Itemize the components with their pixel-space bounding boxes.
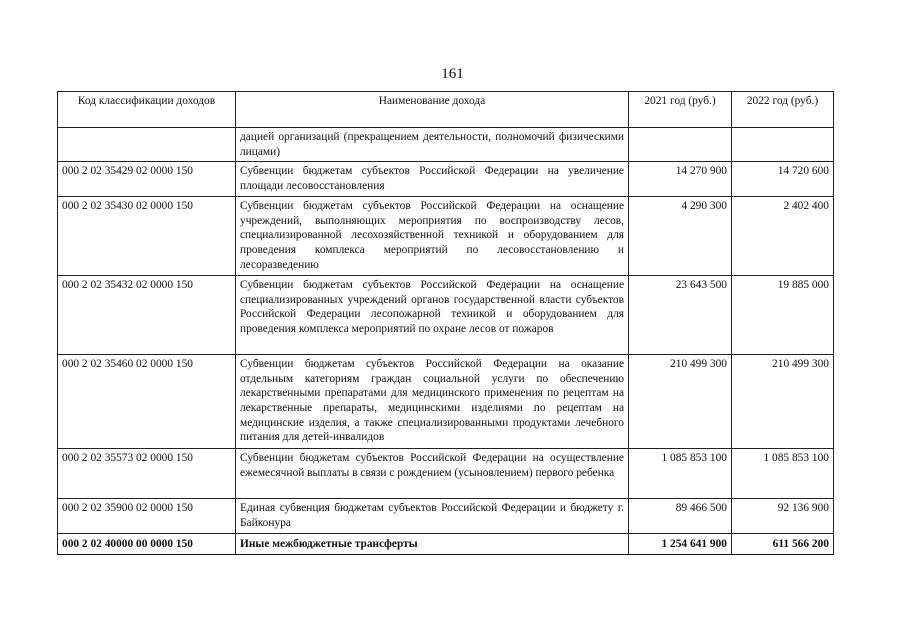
- table-row: [58, 197, 834, 276]
- row-code: 000 2 02 35460 02 0000 150: [58, 355, 236, 449]
- row-name: Субвенции бюджетам субъектов Российской Федерации на оснащение учреждений, выполняющих мероприятия по воспроизводству лесов, специализированной лесохозяйственной техникой и оборудованием для проведения комплекса мероприятий по лесовосстановлению и лесоразведению: [236, 197, 629, 276]
- total-code: 000 2 02 40000 00 0000 150: [58, 534, 236, 555]
- header-name: Наименование дохода: [236, 92, 629, 128]
- row-year-2021: [629, 128, 732, 162]
- row-code: 000 2 02 35429 02 0000 150: [58, 162, 236, 197]
- row-year-2022: 210 499 300: [732, 355, 834, 449]
- table-row: [58, 499, 834, 534]
- total-year-2021: 1 254 641 900: [629, 534, 732, 555]
- row-year-2021: 1 085 853 100: [629, 449, 732, 499]
- row-year-2021: 14 270 900: [629, 162, 732, 197]
- row-year-2022: 2 402 400: [732, 197, 834, 276]
- income-table: [57, 91, 834, 555]
- table-row: [58, 355, 834, 449]
- row-year-2021: 4 290 300: [629, 197, 732, 276]
- header-year-2021: 2021 год (руб.): [629, 92, 732, 128]
- row-name: Субвенции бюджетам субъектов Российской Федерации на осуществление ежемесячной выплаты в связи с рождением (усыновлением) первого ребенка: [236, 449, 629, 499]
- row-name: Субвенции бюджетам субъектов Российской Федерации на увеличение площади лесовосстановления: [236, 162, 629, 197]
- row-year-2021: 210 499 300: [629, 355, 732, 449]
- page-number: 161: [441, 66, 464, 82]
- row-name: дацией организаций (прекращением деятельности, полномочий физическими лицами): [236, 128, 629, 162]
- header-code: Код классификации доходов: [58, 92, 236, 128]
- table-row: [58, 162, 834, 197]
- header-year-2022: 2022 год (руб.): [732, 92, 834, 128]
- table-header-row: [58, 92, 834, 128]
- row-year-2022: 92 136 900: [732, 499, 834, 534]
- row-code: 000 2 02 35573 02 0000 150: [58, 449, 236, 499]
- row-code: [58, 128, 236, 162]
- row-name: Субвенции бюджетам субъектов Российской Федерации на оснащение специализированных учреждений органов государственной власти субъектов Российской Федерации лесопожарной техникой и оборудованием для проведения комплекса мероприятий по охране лесов от пожаров: [236, 276, 629, 355]
- row-year-2022: 1 085 853 100: [732, 449, 834, 499]
- row-year-2022: 14 720 600: [732, 162, 834, 197]
- row-code: 000 2 02 35432 02 0000 150: [58, 276, 236, 355]
- table-row: [58, 276, 834, 355]
- row-code: 000 2 02 35430 02 0000 150: [58, 197, 236, 276]
- row-year-2021: 89 466 500: [629, 499, 732, 534]
- row-code: 000 2 02 35900 02 0000 150: [58, 499, 236, 534]
- row-year-2022: 19 885 000: [732, 276, 834, 355]
- total-row: [58, 534, 834, 555]
- row-name: Субвенции бюджетам субъектов Российской Федерации на оказание отдельным категориям граждан социальной услуги по обеспечению лекарственными препаратами для медицинского применения по рецептам на лекарственные препараты, медицинскими изделиями по рецептам на медицинские изделия, а также специализированными продуктами лечебного питания для детей-инвалидов: [236, 355, 629, 449]
- row-year-2022: [732, 128, 834, 162]
- table-row: [58, 449, 834, 499]
- total-name: Иные межбюджетные трансферты: [236, 534, 629, 555]
- row-year-2021: 23 643 500: [629, 276, 732, 355]
- total-year-2022: 611 566 200: [732, 534, 834, 555]
- table-row: [58, 128, 834, 162]
- row-name: Единая субвенция бюджетам субъектов Российской Федерации и бюджету г. Байконура: [236, 499, 629, 534]
